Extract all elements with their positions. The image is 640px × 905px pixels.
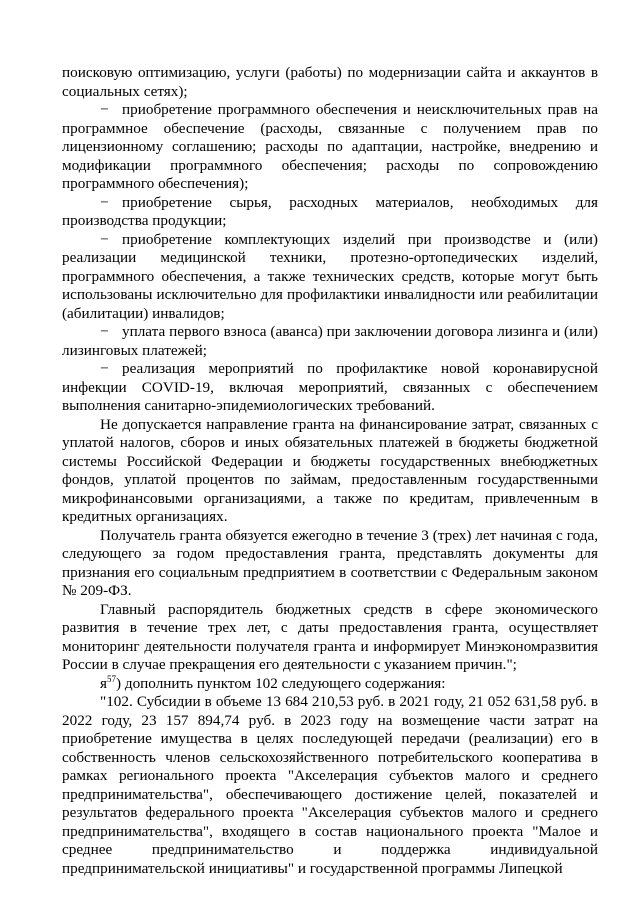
bullet-text: приобретение программного обеспечения и неисключительных прав на программное обеспечение (расходы, связанные с получением прав по лицензионному соглашению; расходы по адаптации, настройке, внедрению и модификации программного обеспечения; расходы по сопровождению программного обеспечения); (62, 101, 598, 192)
bullet-text: приобретение комплектующих изделий при производстве и (или) реализации медицинской техники, протезно-ортопедических изделий, программного обеспечения, а также технических средств, которые могут быть использованы исключительно для профилактики инвалидности или реабилитации (абилитации) инвалидов; (62, 230, 598, 322)
item-text: ) дополнить пунктом 102 следующего содержания: (116, 674, 446, 692)
dash-marker: − (100, 360, 109, 377)
bullet-components (62, 231, 598, 324)
bullet-software-acquisition (62, 101, 598, 194)
dash-marker: − (100, 193, 109, 211)
bullet-leasing (62, 323, 598, 360)
dash-marker: − (100, 101, 109, 118)
paragraph-recipient-obligation: Получатель гранта обязуется ежегодно в течение 3 (трех) лет начиная с года, следующего за годом предоставления гранта, представлять документы для признания его социальным предприятием в соответствии с Федеральным законом № 209-ФЗ. (62, 526, 598, 599)
paragraph-prohibited-costs: Не допускается направление гранта на финансирование затрат, связанных с уплатой налогов, сборов и иных обязательных платежей в бюджеты бюджетной системы Российской Федерации и бюджеты государственных внебюджетных фондов, уплатой процентов по займам, предоставленным государственными микрофинансовыми организациями, а также по кредитам, привлеченным в кредитных организациях. (62, 415, 598, 525)
bullet-text: реализация мероприятий по профилактике новой коронавирусной инфекции COVID-19, включая мероприятий, связанных с обеспечением выполнения санитарно-эпидемиологических требований. (62, 360, 598, 414)
item-letter: я (100, 674, 107, 692)
dash-marker: − (100, 230, 109, 248)
paragraph-monitoring: Главный распорядитель бюджетных средств в сфере экономического развития в течение трех лет, с даты предоставления гранта, осуществляет мониторинг деятельности получателя гранта и информирует Минэкономразвития России в случае прекращения его деятельности с указанием причин."; (62, 600, 598, 673)
dash-marker: − (100, 323, 109, 340)
bullet-covid (62, 360, 598, 416)
paragraph-clause-102: "102. Субсидии в объеме 13 684 210,53 руб. в 2021 году, 21 052 631,58 руб. в 2022 году, 23 157 894,74 руб. в 2023 году на возмещение части затрат на приобретение имущества в целях последующей передачи (реализации) его в собственность членов сельскохозяйственного потребительского кооператива в рамках регионального проекта "Акселерация субъектов малого и среднего предпринимательства", обеспечивающего достижение целей, показателей и результатов федерального проекта "Акселерация субъектов малого и среднего предпринимательства", входящего в состав национального проекта "Малое и среднее предпринимательство и поддержка индивидуальной предпринимательской инициативы" и государственной программы Липецкой (62, 693, 598, 877)
document-body (62, 64, 598, 878)
bullet-text: приобретение сырья, расходных материалов, необходимых для производства продукции; (62, 193, 598, 229)
paragraph-continuation: поисковую оптимизацию, услуги (работы) по модернизации сайта и аккаунтов в социальных сетях); (62, 64, 598, 100)
bullet-text: уплата первого взноса (аванса) при заключении договора лизинга и (или) лизинговых платежей; (62, 323, 598, 359)
item-superscript: 57 (107, 673, 116, 684)
bullet-raw-materials (62, 194, 598, 231)
paragraph-amendment-item (62, 675, 598, 694)
